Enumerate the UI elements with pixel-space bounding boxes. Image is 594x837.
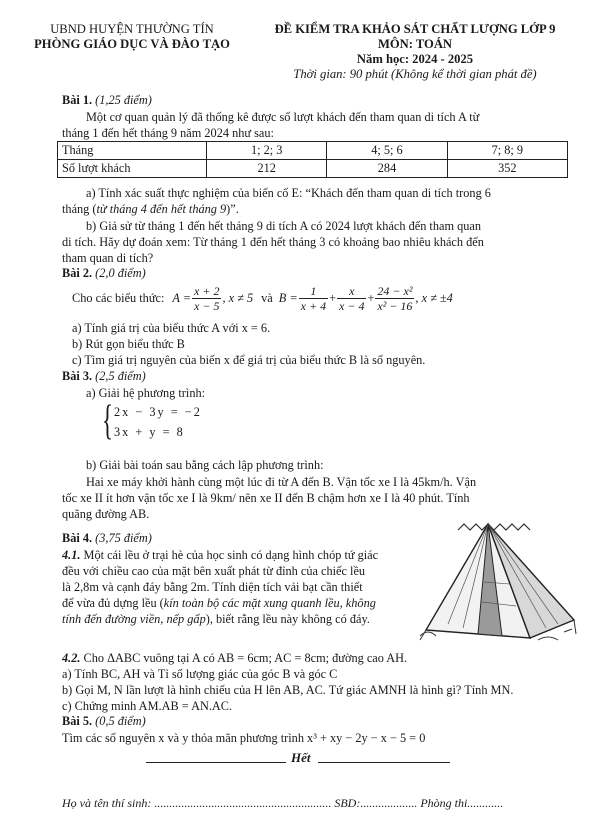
bai1-intro-line1: Một cơ quan quản lý đã thống kê được số lượt khách đến tham quan di tích A từ — [86, 110, 480, 124]
bai1-a-line2: tháng (từ tháng 4 đến hết tháng 9)”. — [62, 202, 239, 216]
table-cell: Tháng — [58, 142, 207, 160]
exam-duration: Thời gian: 90 phút (Không kể thời gian phát đề) — [293, 67, 537, 81]
table-cell: Số lượt khách — [58, 160, 207, 178]
bai4-1-line3: là 2,8m và cạnh đáy bằng 2m. Tính diện tích vải bạt cần thiết — [62, 580, 363, 594]
end-rule-left — [146, 762, 286, 763]
table-cell: 4; 5; 6 — [327, 142, 447, 160]
bai4-2-intro: 4.2. Cho ΔABC vuông tại A có AB = 6cm; AC = 8cm; đường cao AH. — [62, 651, 408, 665]
bai5-heading: Bài 5. (0,5 điểm) — [62, 714, 146, 728]
table-cell: 7; 8; 9 — [447, 142, 567, 160]
office-name: PHÒNG GIÁO DỤC VÀ ĐÀO TẠO — [34, 37, 230, 51]
bai3-problem-line2: tốc xe II ít hơn vận tốc xe I là 9km/ nên xe II đến B chậm hơn xe I là 40 phút. Tính — [62, 491, 470, 505]
bai2-a: a) Tính giá trị của biểu thức A với x = 6. — [72, 321, 271, 335]
bai4-heading: Bài 4. (3,75 điểm) — [62, 531, 152, 545]
school-year: Năm học: 2024 - 2025 — [356, 52, 474, 66]
bai3-heading: Bài 3. (2,5 điểm) — [62, 369, 146, 383]
tent-illustration — [418, 512, 578, 647]
fraction-A: $\frac{x + 2}{x - 5}$ — [194, 283, 220, 313]
bai1-a-line1: a) Tính xác suất thực nghiệm của biến cố E: “Khách đến tham quan di tích trong 6 — [86, 186, 491, 200]
end-rule-right — [318, 762, 450, 763]
table-cell: 284 — [327, 160, 447, 178]
table-cell: 212 — [207, 160, 327, 178]
bai1-heading: Bài 1. (1,25 điểm) — [62, 93, 152, 107]
bai4-1-line1: 4.1. Một cái lều ở trại hè của học sinh có dạng hình chóp tứ giác — [62, 548, 379, 562]
bai2-heading: Bài 2. (2,0 điểm) — [62, 266, 146, 280]
table-row — [58, 160, 568, 178]
bai5-text: Tìm các số nguyên x và y thỏa mãn phương trình x³ + xy − 2y − x − 5 = 0 — [62, 731, 426, 745]
fraction-B1: $\frac{1}{x + 4}$ — [300, 283, 327, 313]
fraction-B3: $\frac{\text{24 − x²}}{\text{x² − 16}}$ — [377, 283, 413, 313]
candidate-info: Họ và tên thí sinh: ........................................................... SBD:................... Phòng thi............ — [62, 796, 504, 810]
bai3-b: b) Giải bài toán sau bằng cách lập phương trình: — [86, 458, 324, 472]
bai4-1-line5: tính đến đường viền, nếp gấp), biết rằng lều này không có đáy. — [62, 612, 370, 626]
bai4-2-a: a) Tính BC, AH và Tỉ số lượng giác của góc B và góc C — [62, 667, 338, 681]
bai4-2-c: c) Chứng minh AM.AB = AN.AC. — [62, 699, 233, 713]
table-row — [58, 142, 568, 160]
table-cell: 1; 2; 3 — [207, 142, 327, 160]
bai2-b: b) Rút gọn biểu thức B — [72, 337, 185, 351]
system-equation-1: 2x − 3y = −2 — [114, 405, 202, 419]
bai3-problem-line1: Hai xe máy khởi hành cùng một lúc đi từ A đến B. Vận tốc xe I là 45km/h. Vận — [86, 475, 477, 489]
bai2-expressions: Cho các biểu thức: A = $\frac{x + 2}{x - 5}$ , x ≠ 5 và B = $\frac{1}{x + 4}$ + $\frac{x}{x - 4}$ + $\frac{\text{24 − x²}}{\text{x² − 16}}$ , x ≠ ±4 — [72, 283, 453, 313]
bai1-b-line2: di tích. Hãy dự đoán xem: Từ tháng 1 đến hết tháng 3 có khoảng bao nhiêu khách đến — [62, 235, 484, 249]
bai4-1-line2: đều với chiều cao của mặt bên xuất phát từ đỉnh của chiếc lều — [62, 564, 366, 578]
bai2-c: c) Tìm giá trị nguyên của biến x để giá trị của biểu thức B là số nguyên. — [72, 353, 426, 367]
table-cell: 352 — [447, 160, 567, 178]
end-marker: Hết — [291, 750, 311, 765]
bai1-b-line1: b) Giả sử từ tháng 1 đến hết tháng 9 di tích A có 2024 lượt khách đến tham quan — [86, 219, 481, 233]
bai3-a: a) Giải hệ phương trình: — [86, 386, 206, 400]
system-brace: { — [102, 398, 114, 444]
bai1-b-line3: tham quan di tích? — [62, 251, 154, 265]
system-equation-2: 3x + y = 8 — [114, 425, 185, 439]
department-name: UBND HUYỆN THƯỜNG TÍN — [50, 22, 214, 36]
subject: MÔN: TOÁN — [377, 37, 453, 51]
bai1-intro-line2: tháng 1 đến hết tháng 9 năm 2024 như sau: — [62, 126, 274, 140]
bai4-1-line4: để vừa đủ dựng lều (kín toàn bộ các mặt xung quanh lều, không — [62, 596, 376, 610]
fraction-B2: $\frac{x}{x - 4}$ — [339, 283, 365, 313]
bai3-problem-line3: quãng đường AB. — [62, 507, 150, 521]
bai4-2-b: b) Gọi M, N lần lượt là hình chiếu của H lên AB, AC. Tứ giác AMNH là hình gì? Tính MN. — [62, 683, 514, 697]
visitor-table — [57, 141, 568, 178]
exam-title: ĐỀ KIỂM TRA KHẢO SÁT CHẤT LƯỢNG LỚP 9 — [274, 22, 556, 36]
